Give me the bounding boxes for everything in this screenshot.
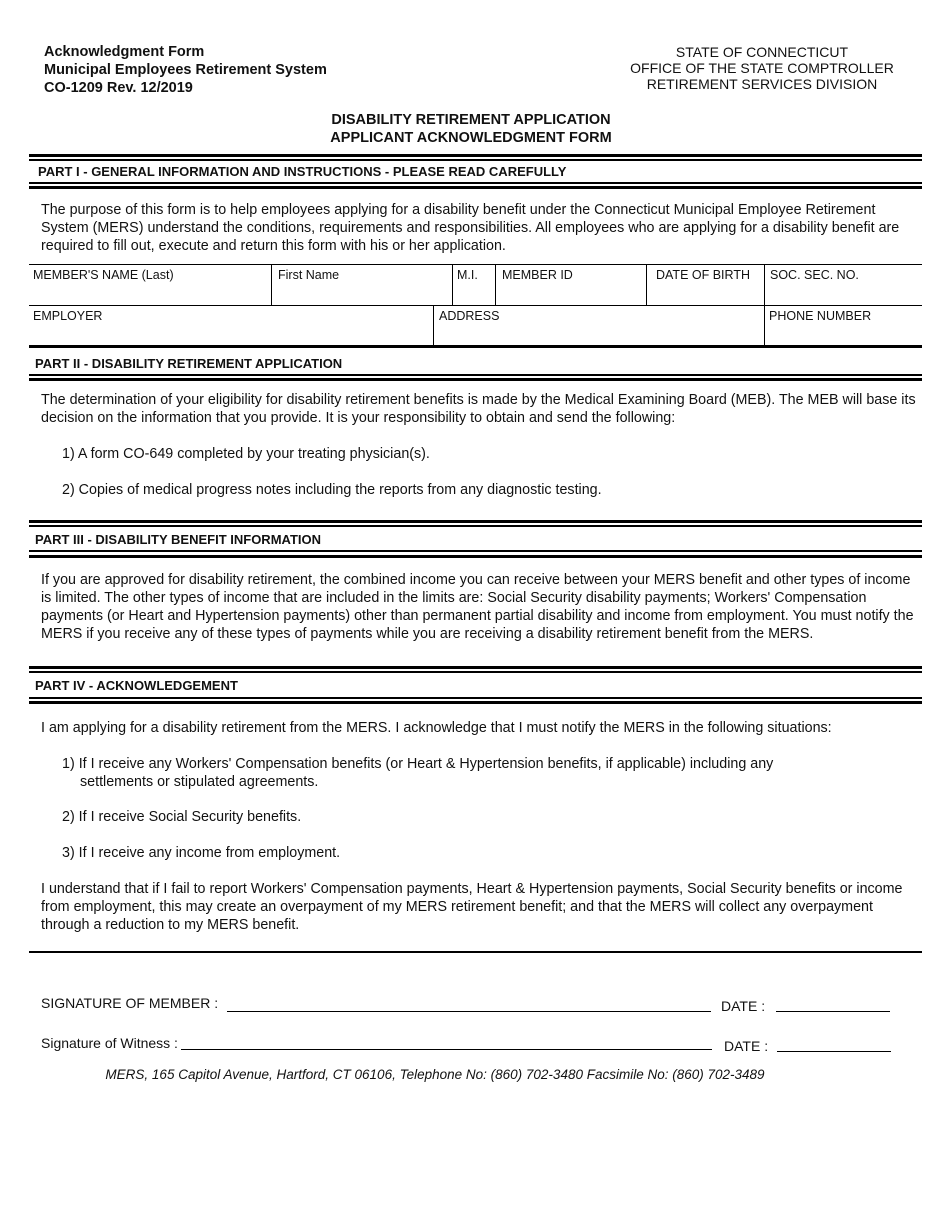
date-label: DATE : [724, 1038, 769, 1054]
middle-initial-field[interactable]: M.I. [457, 268, 478, 282]
list-item [62, 755, 922, 773]
divider [29, 671, 922, 673]
witness-date-line[interactable] [777, 1051, 891, 1052]
title-line-1: DISABILITY RETIREMENT APPLICATION [331, 112, 611, 128]
phone-number-field[interactable]: PHONE NUMBER [769, 309, 872, 323]
part1-heading: PART I - GENERAL INFORMATION AND INSTRUCTIONS - PLEASE READ CAREFULLY [38, 164, 567, 179]
list-item: 2) Copies of medical progress notes including the reports from any diagnostic testing. [62, 482, 602, 498]
employer-field[interactable]: EMPLOYER [33, 309, 103, 323]
item-text: If I receive any Workers' Compensation benefits (or Heart & Hypertension benefits, if applicable) including any [78, 756, 774, 772]
first-name-field[interactable]: First Name [278, 268, 340, 282]
date-of-birth-field[interactable]: DATE OF BIRTH [656, 268, 750, 282]
divider [29, 701, 922, 704]
part1-paragraph: The purpose of this form is to help employees applying for a disability benefit under the Connecticut Municipal Employee Retirement System (MERS) understand the conditions, requirements and responsibilities. All employees who are applying for a disability benefit are required to fill out, execute and return this form with his or her application. [41, 202, 900, 254]
item-continuation: settlements or stipulated agreements. [80, 774, 319, 790]
grid-line [495, 264, 496, 305]
divider [29, 555, 922, 558]
system-name: Municipal Employees Retirement System [44, 62, 327, 78]
part3-heading: PART III - DISABILITY BENEFIT INFORMATION [35, 532, 321, 547]
part2-heading: PART II - DISABILITY RETIREMENT APPLICATION [35, 356, 343, 371]
part4-closing: I understand that if I fail to report Workers' Compensation payments, Heart & Hypertension payments, Social Security benefits or income from employment, this may create an overpayment of my MERS retirement benefit; and that the MERS will collect any overpayment through a reduction to my MERS benefit. [41, 881, 903, 933]
page-title [0, 111, 942, 147]
witness-signature-label: Signature of Witness : [41, 1035, 178, 1051]
divider [29, 378, 922, 381]
divider [29, 159, 922, 161]
grid-line [29, 305, 922, 306]
member-id-field[interactable]: MEMBER ID [502, 268, 573, 282]
witness-signature-line[interactable] [181, 1049, 712, 1050]
list-item: 1) A form CO-649 completed by your treating physician(s). [62, 446, 430, 462]
divider [29, 951, 922, 953]
grid-line [646, 264, 647, 305]
footer-contact: MERS, 165 Capitol Avenue, Hartford, CT 06106, Telephone No: (860) 702-3480 Facsimile No: (860) 702-3489 [105, 1067, 765, 1082]
part4-intro: I am applying for a disability retirement from the MERS. I acknowledge that I must notify the MERS in the following situations: [41, 720, 832, 736]
grid-line [29, 264, 922, 265]
form-revision: CO-1209 Rev. 12/2019 [44, 80, 193, 96]
divider [29, 186, 922, 189]
form-name: Acknowledgment Form [44, 44, 205, 60]
list-item: 2) If I receive Social Security benefits. [62, 809, 302, 825]
part4-heading: PART IV - ACKNOWLEDGEMENT [35, 678, 238, 693]
grid-line [764, 264, 765, 346]
grid-line [452, 264, 453, 305]
divider [29, 666, 922, 669]
date-label: DATE : [721, 998, 766, 1014]
member-signature-label: SIGNATURE OF MEMBER : [41, 995, 219, 1011]
list-item: 3) If I receive any income from employment. [62, 845, 341, 861]
form-identifier [44, 43, 327, 97]
last-name-field[interactable]: MEMBER'S NAME (Last) [33, 268, 174, 282]
agency-state: STATE OF CONNECTICUT [675, 44, 849, 60]
member-date-line[interactable] [776, 1011, 890, 1012]
part3-paragraph: If you are approved for disability retirement, the combined income you can receive between your MERS benefit and other types of income is limited. The other types of income that are included in the limits are: Social Security disability payments; Workers' Compensation payments (or Heart and Hypertension payments) other than permanent partial disability and income from employment. You must notify the MERS if you receive any of these types of payments while you are receiving a disability retirement benefit from the MERS. [41, 572, 914, 642]
item-number: 1) [62, 756, 79, 772]
grid-line [271, 264, 272, 305]
agency-block [600, 44, 924, 92]
grid-line [433, 305, 434, 346]
divider [29, 550, 922, 552]
divider [29, 154, 922, 157]
title-line-2: APPLICANT ACKNOWLEDGMENT FORM [330, 130, 612, 146]
divider [29, 345, 922, 348]
agency-division: RETIREMENT SERVICES DIVISION [646, 76, 878, 92]
agency-office: OFFICE OF THE STATE COMPTROLLER [630, 60, 894, 76]
divider [29, 182, 922, 184]
divider [29, 374, 922, 376]
divider [29, 520, 922, 523]
ssn-field[interactable]: SOC. SEC. NO. [770, 268, 859, 282]
address-field[interactable]: ADDRESS [439, 309, 500, 323]
part2-paragraph: The determination of your eligibility for disability retirement benefits is made by the Medical Examining Board (MEB). The MEB will base its decision on the information that you provide. It is your responsibility to obtain and send the following: [41, 392, 916, 426]
divider [29, 525, 922, 527]
member-signature-line[interactable] [227, 1011, 711, 1012]
divider [29, 697, 922, 699]
